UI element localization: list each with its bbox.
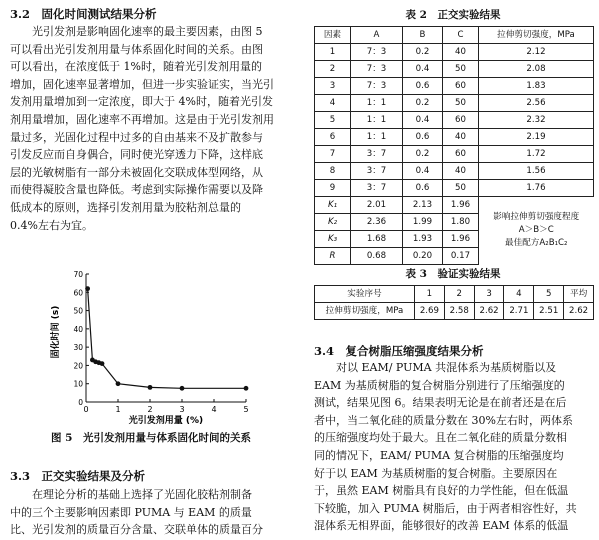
text-line: 剂用量增加，固化速率不再增加。这是由于光引发剂用	[10, 112, 274, 126]
table-cell: 7：3	[351, 78, 403, 95]
table-cell: 2	[315, 61, 351, 78]
text-line: 于，虽然 EAM 树脂具有良好的力学性能，但在低温	[314, 484, 569, 498]
table-row	[315, 61, 594, 78]
table-cell: 1.68	[351, 231, 403, 248]
y-tick-label: 70	[73, 270, 83, 279]
table-row	[315, 78, 594, 95]
text-line: 发剂用量增加到一定浓度，即大于 4%时，随着光引发	[10, 95, 273, 109]
data-point	[148, 385, 153, 390]
table-cell: 2.08	[479, 61, 594, 78]
section-3-3-body	[10, 486, 292, 539]
table-row	[315, 112, 594, 129]
text-line: 量过多，光固化过程中过多的自由基来不及扩散参与	[10, 130, 263, 144]
factor-label-cell: K₁	[315, 197, 351, 214]
table-cell: 1.76	[479, 180, 594, 197]
table-row	[315, 146, 594, 163]
text-line: 可以看出，在浓度低于 1%时，随着光引发剂用量的	[10, 60, 262, 74]
table-cell: 7：3	[351, 61, 403, 78]
text-line: 对以 EAM/ PUMA 共混体系为基质树脂以及	[314, 361, 557, 374]
x-tick-label: 0	[83, 405, 89, 414]
table-2-caption: 表 2 正交实验结果	[405, 9, 501, 21]
text-line: 0.4%左右为宜。	[10, 218, 93, 232]
chart-axes	[86, 274, 246, 402]
factor-label-cell: K₂	[315, 214, 351, 231]
table-cell: 40	[443, 129, 479, 146]
table-cell: 1.56	[479, 163, 594, 180]
table-header-row	[315, 286, 594, 303]
text-line: 者中，当二氧化硅的质量分数在 30%左右时，两体系	[314, 413, 573, 427]
table-cell: 0.17	[443, 248, 479, 265]
table-cell: 0.2	[403, 44, 443, 61]
x-tick-label: 1	[115, 405, 121, 414]
table-cell: 0.6	[403, 180, 443, 197]
table-row	[315, 303, 594, 320]
table-cell: 2.51	[534, 303, 564, 320]
table-row	[315, 95, 594, 112]
table-cell: 2.71	[504, 303, 534, 320]
y-tick-label: 20	[73, 361, 83, 371]
table-cell: 2.62	[564, 303, 594, 320]
table-cell: 2.32	[479, 112, 594, 129]
y-tick-label: 0	[78, 398, 83, 407]
table-cell: 1	[315, 44, 351, 61]
header-cell: B	[403, 27, 443, 44]
x-tick-label: 3	[179, 405, 185, 414]
table-cell: 7：3	[351, 44, 403, 61]
x-tick-label: 2	[147, 405, 153, 414]
table-cell: 40	[443, 44, 479, 61]
table-cell: 4	[315, 95, 351, 112]
table-cell: 9	[315, 180, 351, 197]
table-row	[315, 197, 594, 214]
text-line: 在理论分析的基础上选择了光固化胶粘剂制备	[10, 488, 252, 501]
header-cell: 平均	[564, 286, 594, 303]
factor-label-cell: R	[315, 248, 351, 265]
table-cell: 50	[443, 180, 479, 197]
y-tick-label: 30	[73, 343, 83, 353]
text-line: 而使得凝胶含量也降低。考虑到实际操作需要以及降	[10, 183, 263, 197]
header-cell: 拉伸剪切强度，MPa	[479, 27, 594, 44]
header-cell: 1	[415, 286, 445, 303]
factor-label-cell: K₃	[315, 231, 351, 248]
text-line: 可以看出光引发剂用量与体系固化时间的关系。由图	[10, 42, 263, 56]
text-line: 好于以 EAM 为基质树脂的复合树脂。主要原因在	[314, 466, 558, 480]
verification-results-table	[314, 285, 594, 320]
text-line: 测试，结果见图 6。结果表明无论是在前者还是在后	[314, 396, 567, 410]
table-cell: 60	[443, 146, 479, 163]
text-line: 光引发剂是影响固化速率的最主要因素，由图 5	[10, 25, 263, 38]
table-cell: 0.4	[403, 163, 443, 180]
text-line: 比、光引发剂的质量百分含量、交联单体的质量百分	[10, 523, 263, 537]
table-cell: 60	[443, 78, 479, 95]
text-line: 同的情况下，EAM/ PUMA 复合树脂的压缩强度均	[314, 448, 564, 462]
table-cell: 0.2	[403, 95, 443, 112]
table-cell: 0.4	[403, 61, 443, 78]
table-cell: 1.99	[403, 214, 443, 231]
table-cell: 3	[315, 78, 351, 95]
x-axis-label: 光引发剂用量 (%)	[128, 416, 204, 426]
data-point	[244, 386, 249, 391]
data-point	[85, 286, 90, 291]
section-3-2-title: 3.2 固化时间测试结果分析	[10, 7, 157, 21]
y-tick-label: 10	[73, 379, 83, 389]
table-cell: 3：7	[351, 180, 403, 197]
text-line: 中的三个主要影响因素即 PUMA 与 EAM 的质量	[10, 505, 252, 519]
table-cell: 6	[315, 129, 351, 146]
table-cell: 2.19	[479, 129, 594, 146]
table-row	[315, 180, 594, 197]
table-3-caption: 表 3 验证实验结果	[405, 268, 501, 280]
table-cell: 2.01	[351, 197, 403, 214]
header-cell: 因素	[315, 27, 351, 44]
data-point	[116, 381, 121, 386]
table-cell: 2.56	[479, 95, 594, 112]
header-cell: A	[351, 27, 403, 44]
table-cell: 50	[443, 61, 479, 78]
x-tick-label: 4	[211, 405, 217, 414]
table-cell: 50	[443, 95, 479, 112]
y-axis-label: 固化时间 (s)	[51, 305, 61, 359]
section-3-4-body	[314, 359, 596, 535]
table-cell: 7	[315, 146, 351, 163]
chart-ticks	[73, 270, 248, 414]
table-cell: 60	[443, 112, 479, 129]
chart-series	[85, 286, 248, 390]
table-cell: 8	[315, 163, 351, 180]
table-row	[315, 129, 594, 146]
header-cell: 3	[474, 286, 504, 303]
table-header-row	[315, 27, 594, 44]
table-cell: 5	[315, 112, 351, 129]
table-cell: 0.20	[403, 248, 443, 265]
x-tick-label: 5	[243, 405, 249, 414]
table-cell: 2.36	[351, 214, 403, 231]
table-cell: 40	[443, 163, 479, 180]
text-line: 引发反应而自身偶合，同时使光穿透力下降，这样底	[10, 148, 263, 162]
table-cell: 3：7	[351, 146, 403, 163]
table-cell: 3：7	[351, 163, 403, 180]
section-3-2-body	[10, 23, 292, 234]
text-line: 低成本的原则，选择引发剂用量为胶粘剂总量的	[10, 200, 241, 214]
table-cell: 1：1	[351, 112, 403, 129]
table-row	[315, 163, 594, 180]
analysis-note-line: 最佳配方A₂B₁C₂	[505, 238, 568, 249]
table-cell: 1：1	[351, 129, 403, 146]
table-cell: 1.96	[443, 231, 479, 248]
data-point	[100, 361, 105, 366]
text-line: 层的光敏树脂有一部分未被固化交联成体型网络，从	[10, 165, 263, 179]
analysis-note-cell	[479, 197, 594, 265]
analysis-note-line: 影响拉伸剪切强度程度	[493, 212, 580, 223]
series-line	[88, 289, 246, 389]
table-cell: 1.96	[443, 197, 479, 214]
table-cell: 1：1	[351, 95, 403, 112]
text-line: 增加，固化速率显著增加，但进一步实验证实，当光引	[10, 77, 274, 91]
table-cell: 2.69	[415, 303, 445, 320]
text-line: EAM 为基质树脂的复合树脂分别进行了压缩强度的	[314, 378, 565, 392]
orthogonal-results-table	[314, 26, 594, 265]
table-cell: 1.80	[443, 214, 479, 231]
table-cell: 2.58	[444, 303, 474, 320]
section-3-3-title: 3.3 正交实验结果及分析	[10, 469, 146, 483]
table-cell: 1.72	[479, 146, 594, 163]
table-cell: 2.13	[403, 197, 443, 214]
header-cell: 2	[444, 286, 474, 303]
analysis-note-line: A＞B＞C	[518, 225, 554, 236]
table-cell: 2.62	[474, 303, 504, 320]
section-3-4-title: 3.4 复合树脂压缩强度结果分析	[314, 344, 484, 358]
figure-5-caption: 图 5 光引发剂用量与体系固化时间的关系	[51, 432, 251, 444]
table-cell: 拉伸剪切强度，MPa	[315, 303, 415, 320]
table-cell: 1.83	[479, 78, 594, 95]
text-line: 的压缩强度均处于最大。且在二氧化硅的质量分数相	[314, 431, 567, 445]
y-tick-label: 60	[73, 288, 83, 298]
text-line: 下较脆，加入 PUMA 树脂后，由于两者相容性好，共	[314, 501, 577, 515]
table-row	[315, 44, 594, 61]
y-tick-label: 40	[73, 324, 83, 334]
table-cell: 0.6	[403, 78, 443, 95]
header-cell: 实验序号	[315, 286, 415, 303]
header-cell: C	[443, 27, 479, 44]
header-cell: 4	[504, 286, 534, 303]
header-cell: 5	[534, 286, 564, 303]
curing-time-chart	[48, 270, 278, 430]
text-line: 混体系无相界面，能够很好的改善 EAM 体系的低温	[314, 519, 569, 533]
table-cell: 2.12	[479, 44, 594, 61]
table-cell: 0.4	[403, 112, 443, 129]
table-cell: 1.93	[403, 231, 443, 248]
data-point	[180, 386, 185, 391]
table-cell: 0.2	[403, 146, 443, 163]
table-cell: 0.68	[351, 248, 403, 265]
table-cell: 0.6	[403, 129, 443, 146]
y-tick-label: 50	[73, 306, 83, 316]
